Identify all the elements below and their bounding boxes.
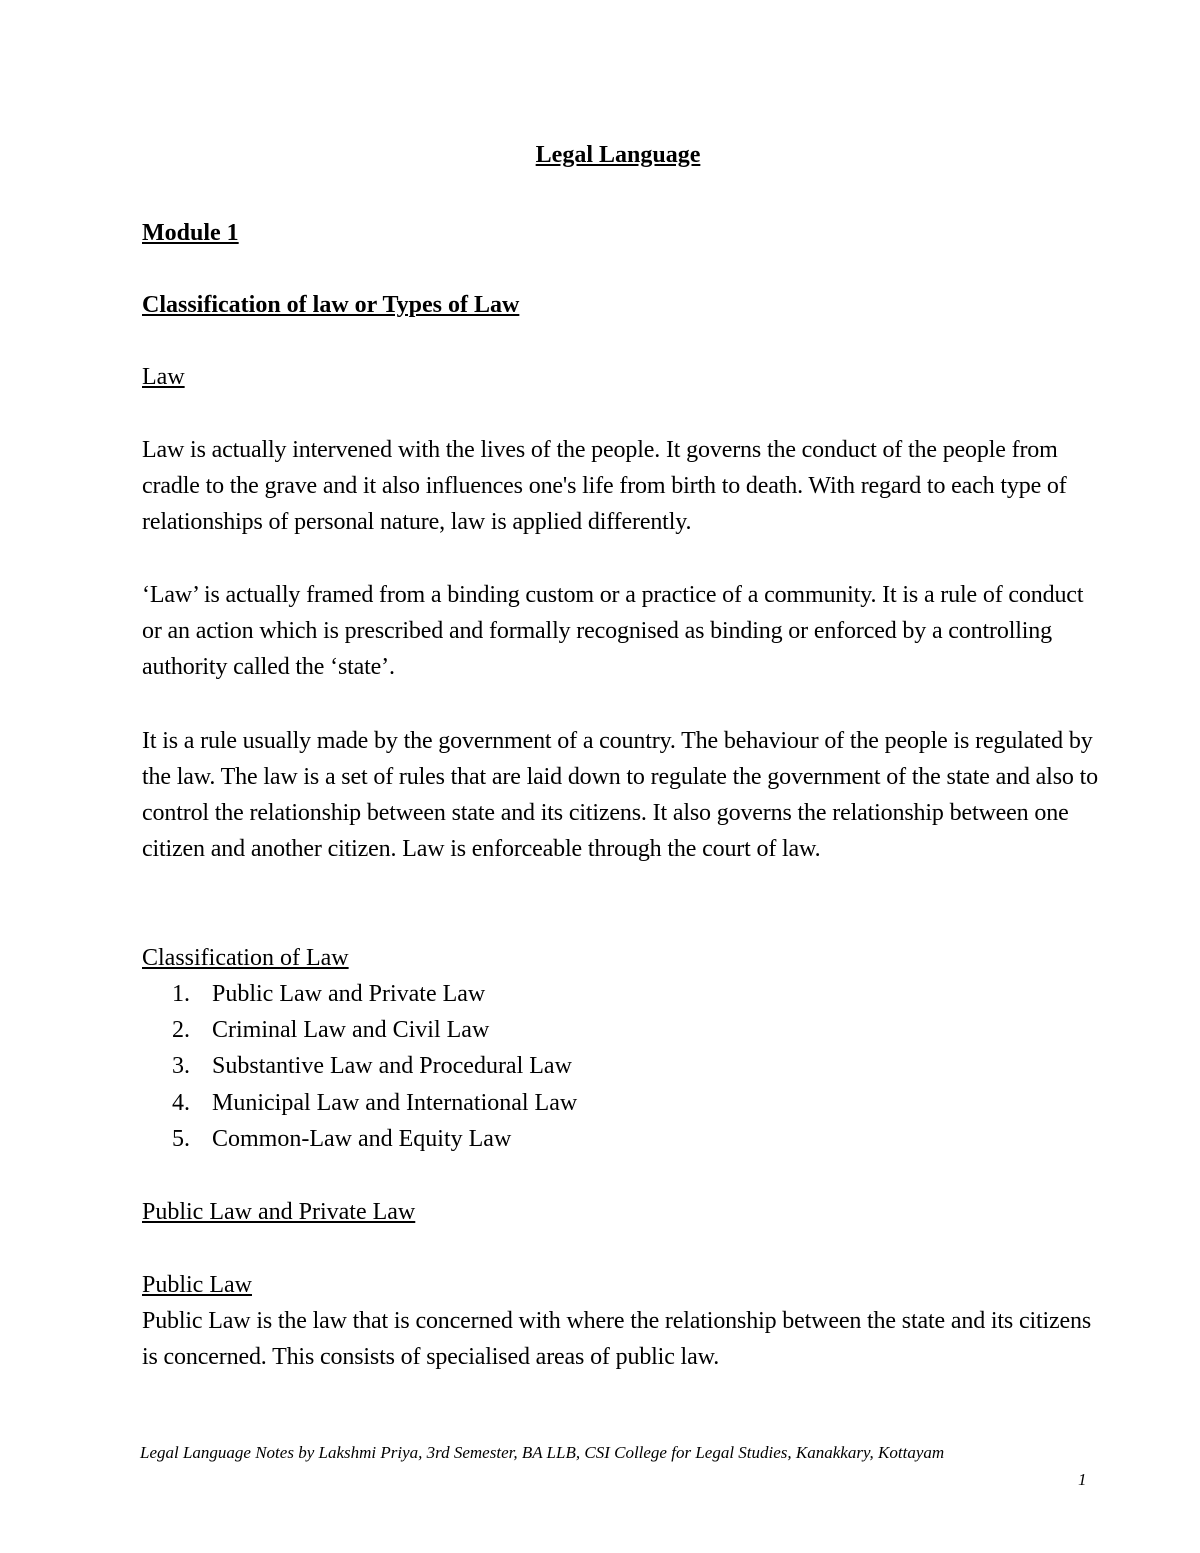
list-number: 2. xyxy=(172,1017,190,1044)
classification-heading: Classification of Law xyxy=(142,945,349,971)
list-label: Municipal Law and International Law xyxy=(212,1089,578,1116)
paragraph-law-intro: Law is actually intervened with the lives of the people. It governs the conduct of the people from cradle to the grave and it also influences one's life from birth to death. With regard to each type of relationships of personal nature, law is applied differently. xyxy=(142,437,1067,535)
list-item xyxy=(142,1048,577,1084)
list-label: Criminal Law and Civil Law xyxy=(212,1017,490,1044)
list-number: 4. xyxy=(172,1089,190,1116)
list-item xyxy=(142,1012,577,1048)
document-title: Legal Language xyxy=(535,142,701,168)
list-label: Public Law and Private Law xyxy=(212,981,486,1007)
list-item xyxy=(142,1121,577,1157)
public-private-heading: Public Law and Private Law xyxy=(142,1199,416,1225)
paragraph-law-rule: It is a rule usually made by the government of a country. The behaviour of the people is regulated by the law. The law is a set of rules that are laid down to regulate the government of the state and also to control the relationship between state and its citizens. It also governs the relationship between one citizen and another citizen. Law is enforceable through the court of law. xyxy=(142,728,1098,862)
list-number: 3. xyxy=(172,1053,190,1080)
public-law-heading: Public Law xyxy=(142,1272,252,1298)
list-label: Substantive Law and Procedural Law xyxy=(212,1053,572,1080)
page-footer: Legal Language Notes by Lakshmi Priya, 3rd Semester, BA LLB, CSI College for Legal Studies, Kanakkary, Kottayam xyxy=(140,1443,945,1462)
list-number: 5. xyxy=(172,1125,190,1152)
page-number: 1 xyxy=(1078,1470,1087,1489)
paragraph-public-law: Public Law is the law that is concerned with where the relationship between the state and its citizens is concerned. This consists of specialised areas of public law. xyxy=(142,1308,1092,1370)
list-item xyxy=(142,976,577,1012)
law-heading: Law xyxy=(142,364,185,390)
paragraph-law-definition: ‘Law’ is actually framed from a binding custom or a practice of a community. It is a rule of conduct or an action which is prescribed and formally recognised as binding or enforced by a controlling authority called the ‘state’. xyxy=(142,582,1084,680)
list-label: Common-Law and Equity Law xyxy=(212,1125,512,1152)
classification-list xyxy=(142,976,577,1157)
section-heading: Classification of law or Types of Law xyxy=(142,292,520,318)
module-heading: Module 1 xyxy=(142,220,239,246)
list-item xyxy=(142,1085,577,1121)
list-number: 1. xyxy=(172,981,190,1007)
